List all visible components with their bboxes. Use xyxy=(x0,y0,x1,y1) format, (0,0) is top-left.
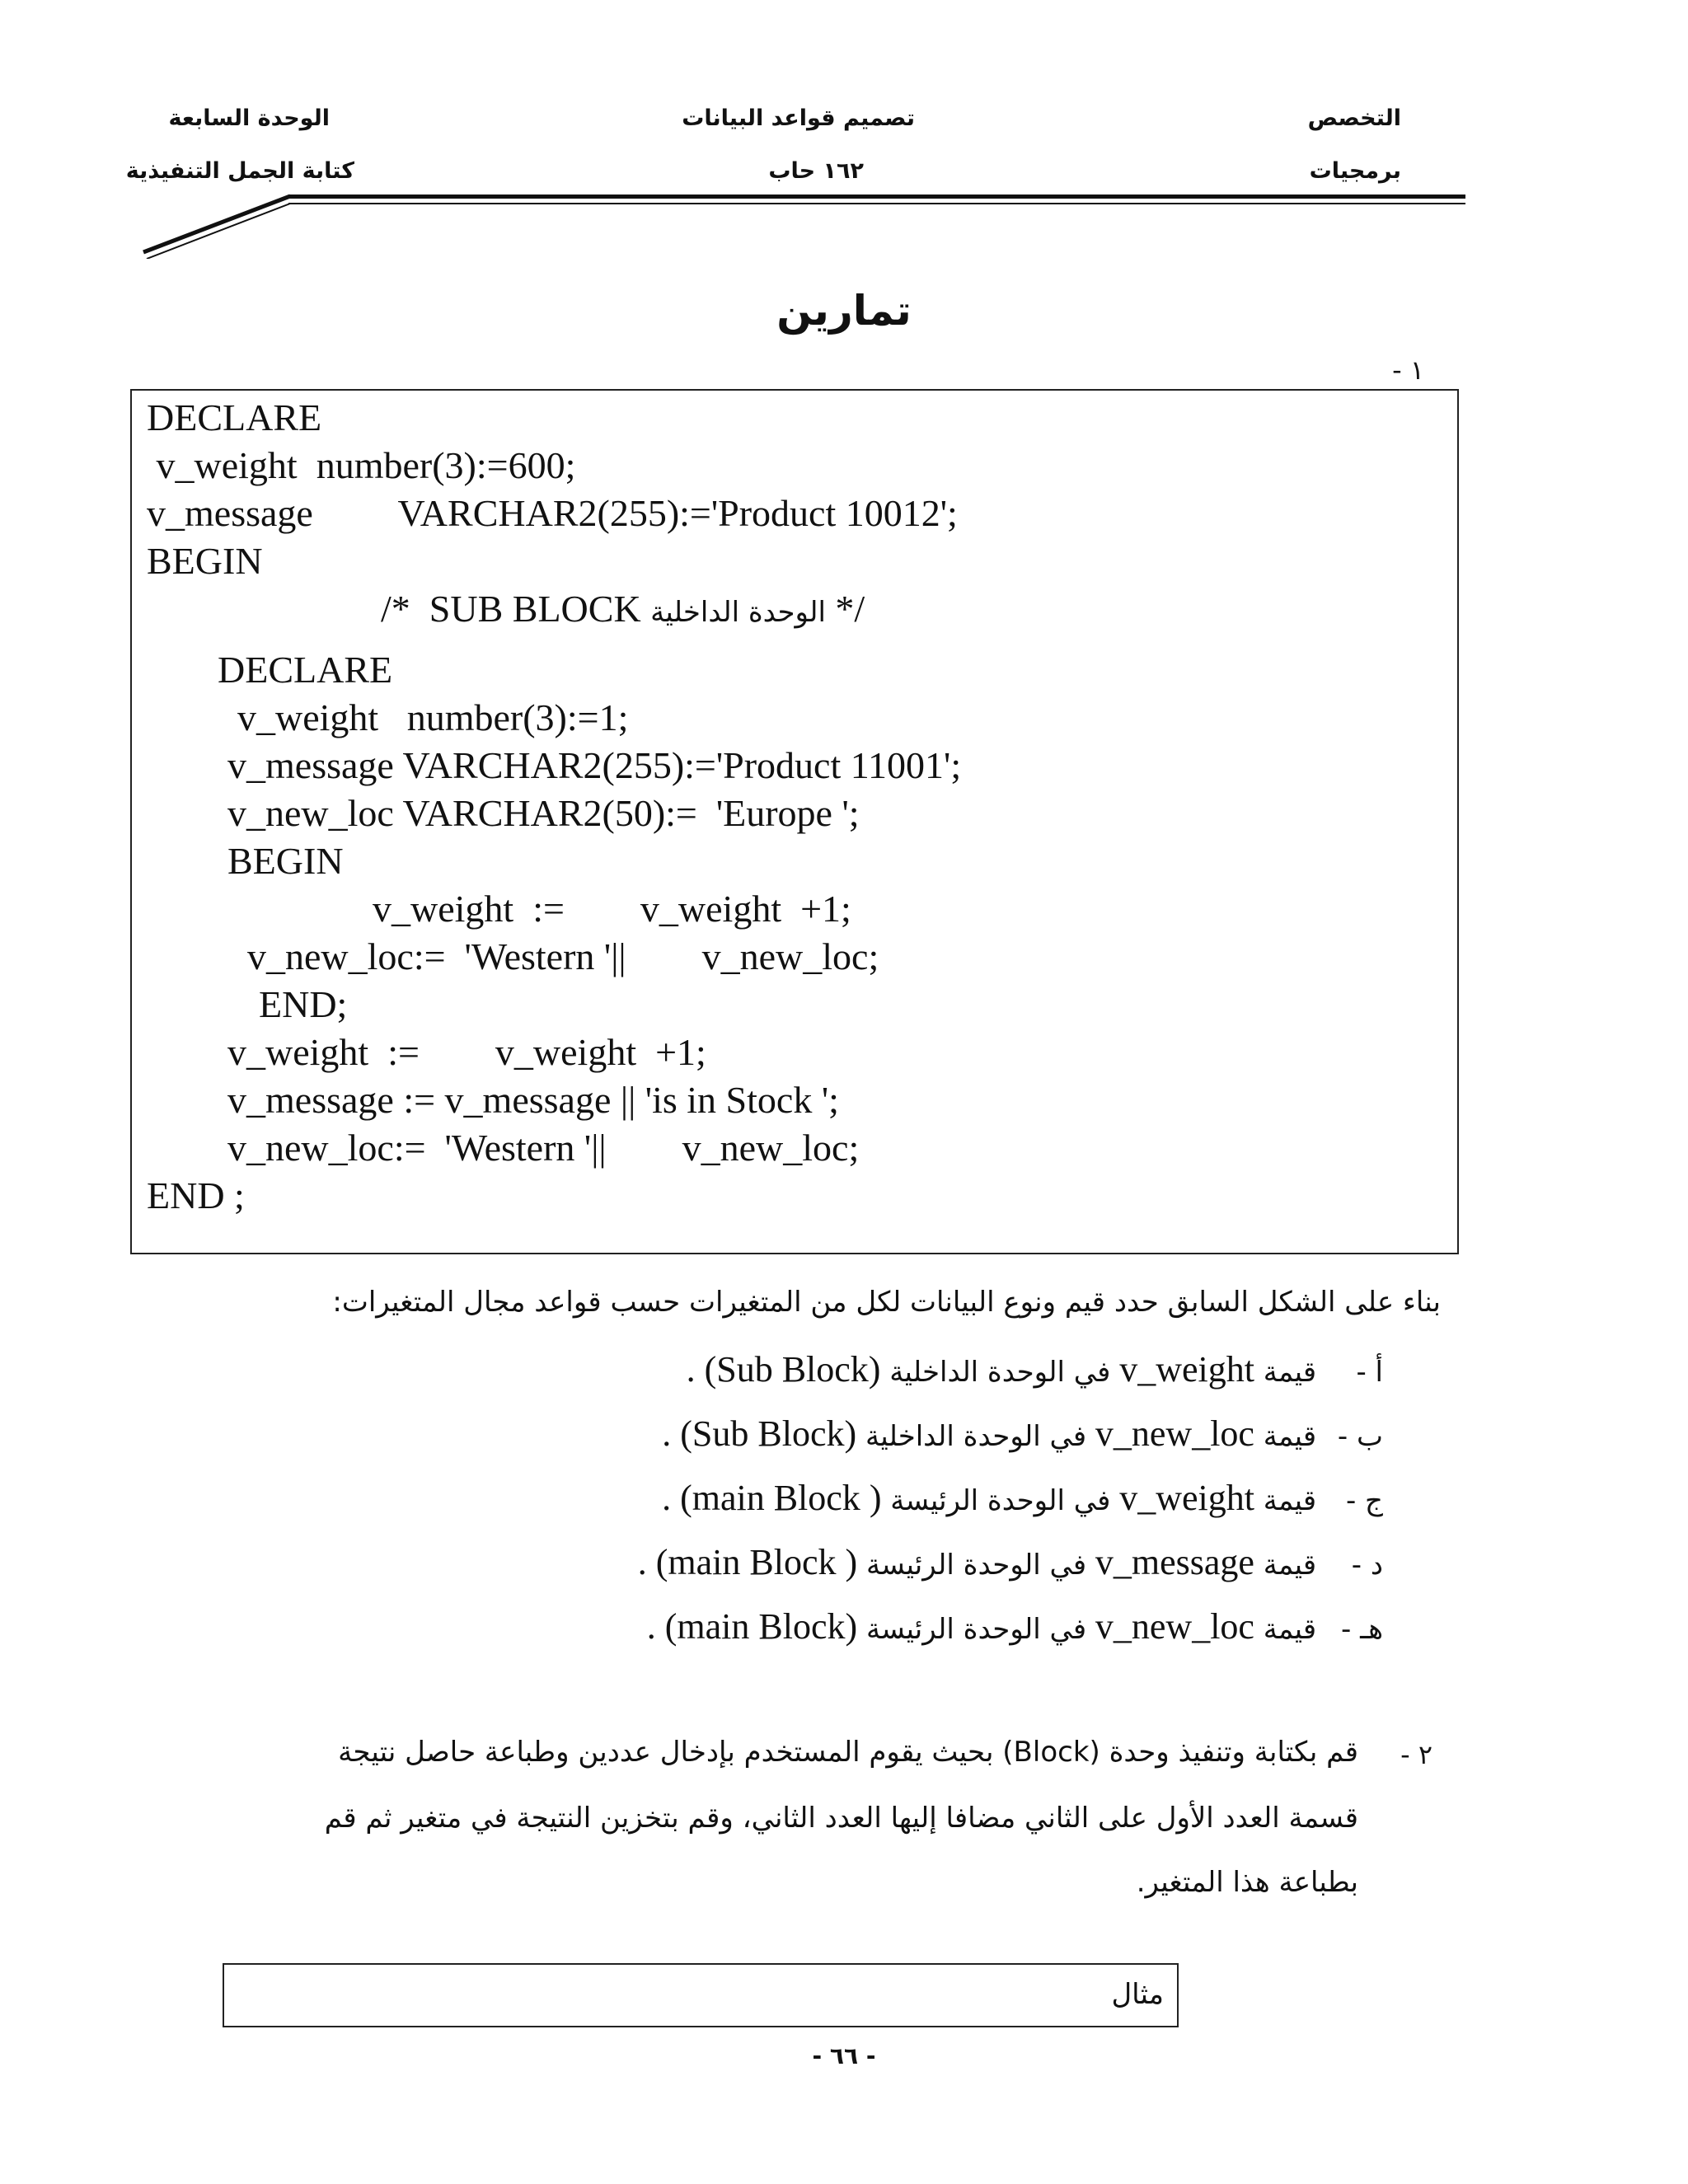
code-line: v_new_loc VARCHAR2(50):= 'Europe '; xyxy=(227,792,860,834)
item-label: قيمة xyxy=(1263,1356,1317,1389)
code-line: v_weight := v_weight +1; xyxy=(373,888,851,930)
code-line: DECLARE xyxy=(218,649,393,691)
code-line: v_weight number(3):=1; xyxy=(237,696,629,738)
example-box xyxy=(223,1963,1179,2027)
item-mark: د - xyxy=(1351,1549,1383,1582)
item-block: ( main Block) . xyxy=(662,1478,882,1518)
item-block: (Sub Block) . xyxy=(662,1413,857,1454)
header-rule-thin xyxy=(288,203,1465,204)
header-rule-thick xyxy=(288,194,1465,199)
exercise-2-line: بطباعة هذا المتغير. xyxy=(1136,1866,1358,1899)
exercise-2-line: قسمة العدد الأول على الثاني مضافا إليها العدد الثاني، وقم بتخزين النتيجة في متغير ثم قم xyxy=(324,1802,1358,1835)
item-var: v_new_loc xyxy=(1095,1606,1254,1647)
item-label: قيمة xyxy=(1263,1484,1317,1517)
code-line: v_new_loc:= 'Western '|| v_new_loc; xyxy=(247,935,879,977)
header-unit-label: الوحدة السابعة xyxy=(168,105,330,131)
code-line: v_weight := v_weight +1; xyxy=(227,1031,706,1073)
item-block: (Sub Block) . xyxy=(686,1349,881,1390)
question-item xyxy=(662,1477,1383,1519)
item-label: قيمة xyxy=(1263,1420,1317,1453)
header-specialty-value: برمجيات xyxy=(1309,158,1401,184)
item-var: v_message xyxy=(1095,1542,1254,1582)
item-in: في الوحدة الداخلية xyxy=(865,1420,1087,1453)
comment-arabic: الوحدة الداخلية xyxy=(650,596,826,629)
code-line: BEGIN xyxy=(227,840,344,882)
item-var: v_weight xyxy=(1119,1478,1254,1518)
question-item xyxy=(638,1541,1383,1583)
page-title: تمارين xyxy=(776,287,912,335)
header-unit-title: كتابة الجمل التنفيذية xyxy=(125,158,354,184)
item-var: v_weight xyxy=(1119,1349,1254,1390)
comment-close: */ xyxy=(825,588,865,630)
item-mark: ب - xyxy=(1337,1420,1383,1453)
header-course-title: تصميم قواعد البيانات xyxy=(682,105,915,131)
item-in: في الوحدة الداخلية xyxy=(889,1356,1111,1389)
header-course-code: ١٦٢ حاب xyxy=(768,158,864,184)
exercise-2-line: قم بكتابة وتنفيذ وحدة (Block) بحيث يقوم المستخدم بإدخال عددين وطباعة حاصل نتيجة xyxy=(338,1736,1358,1769)
sub-block-comment xyxy=(381,590,865,628)
item-block: (main Block) . xyxy=(646,1606,858,1647)
page-number: - ٦٦ - xyxy=(812,2042,876,2069)
exercise-1-number: ١ - xyxy=(1392,354,1424,386)
exercise-2-number: ٢ - xyxy=(1400,1739,1432,1770)
item-in: في الوحدة الرئيسة xyxy=(890,1484,1111,1517)
header-rule-slant xyxy=(138,193,295,259)
item-in: في الوحدة الرئيسة xyxy=(865,1613,1087,1646)
code-block xyxy=(130,389,1459,1254)
code-line: v_weight number(3):=600; xyxy=(147,444,576,486)
item-label: قيمة xyxy=(1263,1613,1317,1646)
example-label: مثال xyxy=(1111,1978,1164,2011)
question-item xyxy=(647,1605,1383,1647)
exercise-1-instruction: بناء على الشكل السابق حدد قيم ونوع البيانات لكل من المتغيرات حسب قواعد مجال المتغيرات: xyxy=(332,1286,1441,1319)
code-line: BEGIN xyxy=(147,540,263,582)
item-block: ( main Block) . xyxy=(637,1542,858,1582)
code-line: END ; xyxy=(147,1174,245,1216)
code-line: v_message VARCHAR2(255):='Product 11001'; xyxy=(227,744,962,786)
comment-open: /* SUB BLOCK xyxy=(381,588,651,630)
item-in: في الوحدة الرئيسة xyxy=(865,1549,1087,1582)
item-mark: أ - xyxy=(1356,1356,1383,1389)
item-mark: هـ - xyxy=(1341,1613,1383,1646)
item-label: قيمة xyxy=(1263,1549,1317,1582)
question-item xyxy=(687,1348,1383,1390)
code-line: v_new_loc:= 'Western '|| v_new_loc; xyxy=(227,1127,860,1169)
code-line: DECLARE xyxy=(147,396,322,438)
header-specialty-label: التخصص xyxy=(1307,105,1401,131)
item-var: v_new_loc xyxy=(1095,1413,1254,1454)
code-line: v_message := v_message || 'is in Stock '; xyxy=(227,1079,839,1121)
item-mark: ج - xyxy=(1345,1484,1383,1517)
question-item xyxy=(662,1413,1383,1455)
code-line: v_message VARCHAR2(255):='Product 10012'; xyxy=(147,492,958,534)
code-line: END; xyxy=(259,983,348,1025)
